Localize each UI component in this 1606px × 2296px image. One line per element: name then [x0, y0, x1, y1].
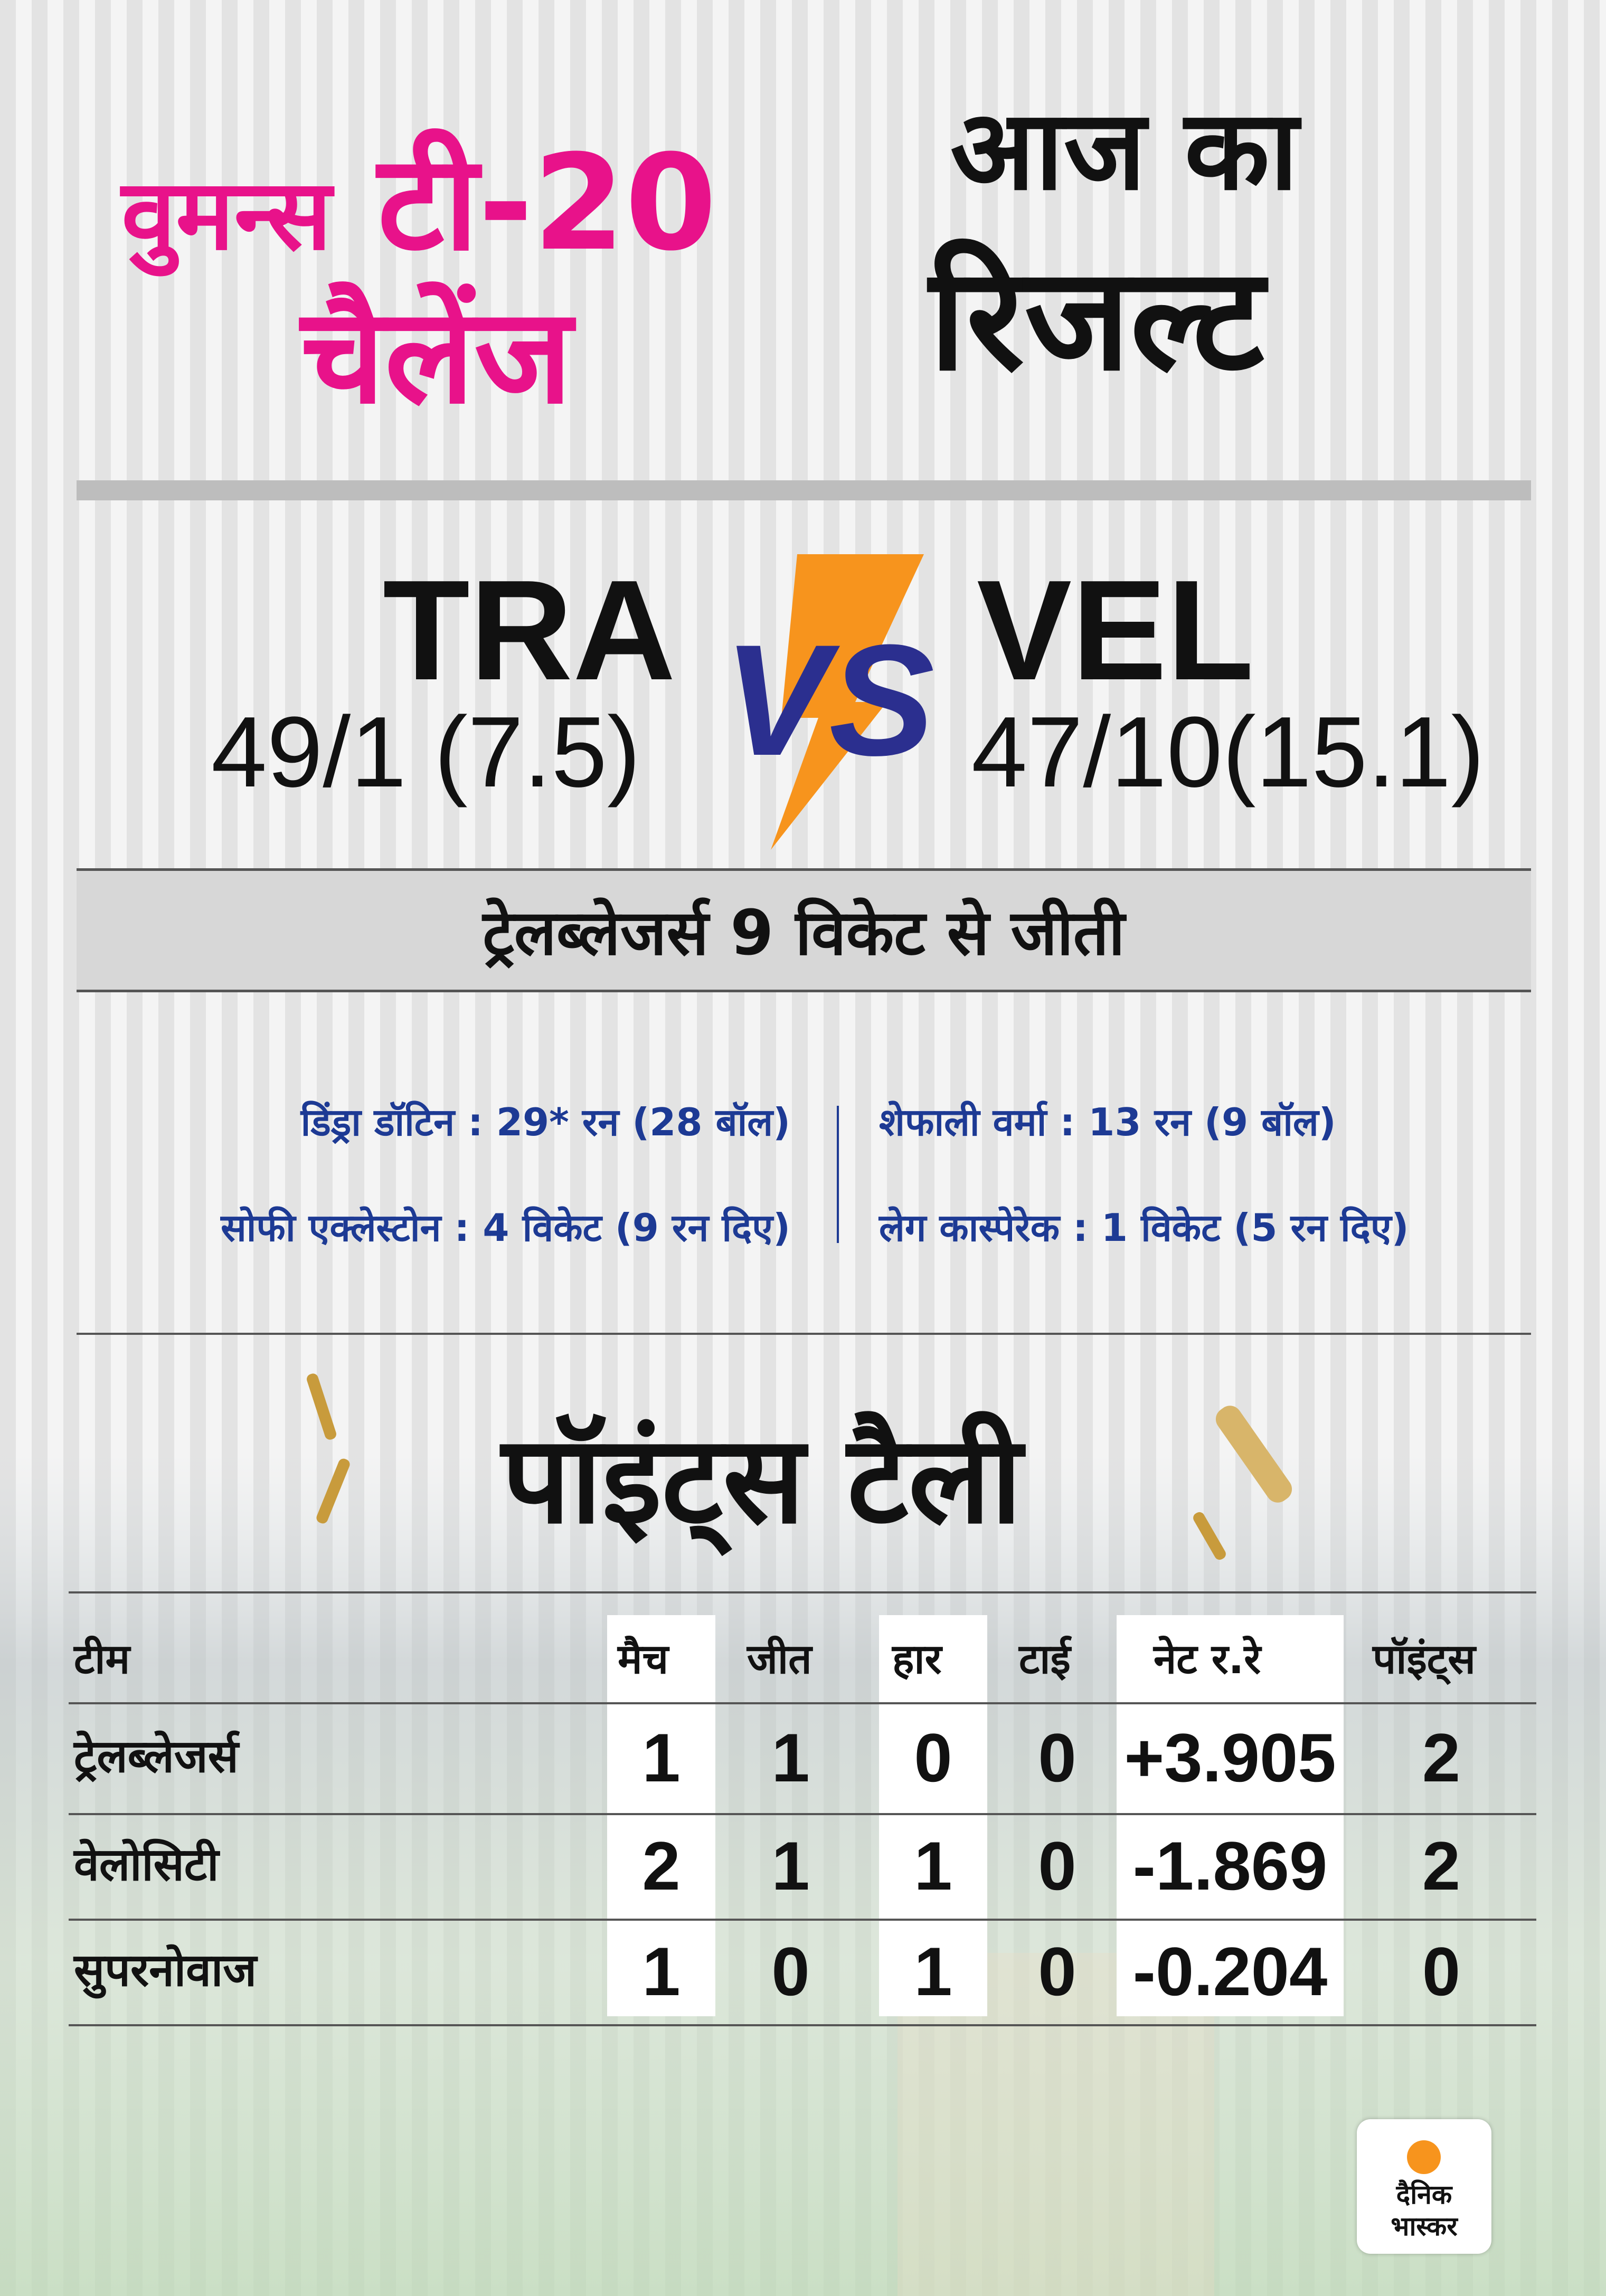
row-won: 1	[771, 1719, 810, 1796]
header-nrr: नेट र.रे	[1154, 1636, 1261, 1683]
row-lost: 1	[914, 1827, 952, 1904]
performer-left-1: डिंड्रा डॉटिन : 29* रन (28 बॉल)	[300, 1100, 790, 1144]
row-nrr: -1.869	[1132, 1827, 1328, 1904]
dainik-bhaskar-logo	[1357, 2119, 1491, 2254]
row-points: 2	[1422, 1719, 1461, 1796]
result-banner	[77, 868, 1531, 992]
row-points: 2	[1422, 1827, 1461, 1904]
header-tied: टाई	[1019, 1636, 1071, 1683]
row-won: 0	[771, 1933, 810, 2010]
table-line-header	[69, 1702, 1536, 1704]
result-heading-line2: रिजल्ट	[929, 236, 1264, 402]
result-heading-line1: आज का	[950, 86, 1299, 215]
performer-right-1: शेफाली वर्मा : 13 रन (9 बॉल)	[879, 1100, 1336, 1144]
team2-score: 47/10(15.1)	[971, 696, 1485, 808]
vs-logo	[713, 544, 934, 850]
team1-code: TRA	[383, 551, 676, 710]
row-tied: 0	[1038, 1719, 1076, 1796]
performer-left-2: सोफी एक्लेस्टोन : 4 विकेट (9 रन दिए)	[221, 1206, 790, 1250]
tournament-title-prefix: वुमन्स	[121, 158, 332, 272]
header-lost: हार	[892, 1636, 942, 1683]
header-won: जीत	[747, 1636, 812, 1683]
team1-score: 49/1 (7.5)	[211, 696, 641, 808]
row-nrr: +3.905	[1124, 1719, 1336, 1796]
bails-right-icon	[1183, 1393, 1320, 1562]
row-nrr: -0.204	[1132, 1933, 1328, 2010]
row-matches: 1	[642, 1719, 681, 1796]
table-line-row2	[69, 1919, 1536, 1921]
section-divider	[77, 1333, 1531, 1335]
row-matches: 2	[642, 1827, 681, 1904]
header-points: पॉइंट्स	[1373, 1636, 1476, 1683]
team2-code: VEL	[977, 551, 1254, 710]
performer-right-2: लेग कास्पेरेक : 1 विकेट (5 रन दिए)	[879, 1206, 1409, 1250]
vs-text: VS	[723, 611, 934, 789]
points-table-title: पॉइंट्स टैली	[502, 1410, 1023, 1551]
performer-divider	[837, 1106, 839, 1243]
tournament-title-line2: चैलेंज	[301, 279, 572, 433]
table-line-top	[69, 1591, 1536, 1593]
row-team-name: ट्रेलब्लेजर्स	[74, 1730, 239, 1783]
row-lost: 0	[914, 1719, 952, 1796]
row-matches: 1	[642, 1933, 681, 2010]
header-team: टीम	[74, 1636, 130, 1683]
sun-icon	[1407, 2140, 1441, 2174]
tournament-title-line1	[121, 126, 717, 280]
header-divider	[77, 480, 1531, 500]
header-matches: मैच	[618, 1636, 669, 1683]
logo-line2: भास्कर	[1391, 2211, 1458, 2242]
row-tied: 0	[1038, 1933, 1076, 2010]
row-points: 0	[1422, 1933, 1461, 2010]
match-result: ट्रेलब्लेजर्स 9 विकेट से जीती	[483, 896, 1125, 969]
tournament-title-bold: टी-20	[377, 126, 717, 280]
row-tied: 0	[1038, 1827, 1076, 1904]
row-team-name: सुपरनोवाज	[74, 1944, 257, 1997]
table-line-bottom	[69, 2024, 1536, 2026]
row-lost: 1	[914, 1933, 952, 2010]
table-line-row1	[69, 1813, 1536, 1815]
bails-left-icon	[296, 1372, 370, 1531]
row-team-name: वेलोसिटी	[74, 1838, 219, 1891]
row-won: 1	[771, 1827, 810, 1904]
logo-line1: दैनिक	[1396, 2179, 1452, 2210]
